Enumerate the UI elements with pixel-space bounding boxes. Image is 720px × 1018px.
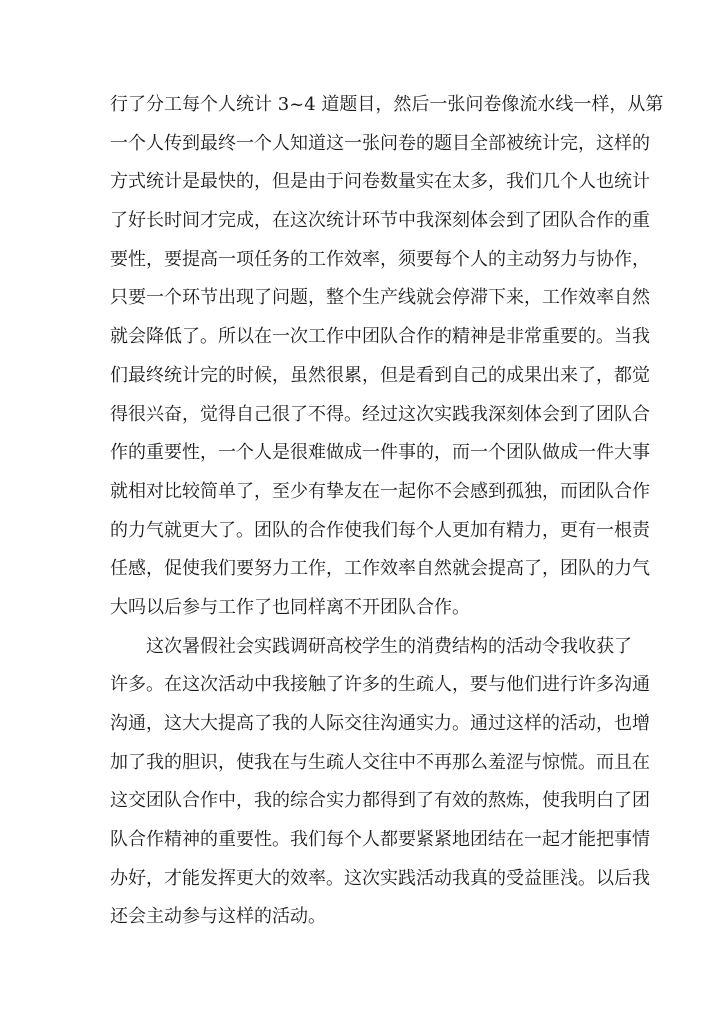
paragraph-2 <box>110 628 650 938</box>
text-line: 大吗以后参与工作了也同样离不开团队合作。 <box>110 596 470 618</box>
text-line: 行了分工每个人统计 3~4 道题目，然后一张问卷像流水线一样，从第 <box>110 94 664 115</box>
text-line: 要性，要提高一项任务的工作效率，须要每个人的主动努力与协作， <box>110 248 650 270</box>
text-line: 只要一个环节出现了问题，整个生产线就会停滞下来，工作效率自然 <box>110 287 650 309</box>
text-line: 办好，才能发挥更大的效率。这次实践活动我真的受益匪浅。以后我 <box>110 867 650 889</box>
text-line: 就会降低了。所以在一次工作中团队合作的精神是非常重要的。当我 <box>110 326 650 348</box>
text-line: 这交团队合作中，我的综合实力都得到了有效的熬炼，使我明白了团 <box>110 790 650 812</box>
text-line: 了好长时间才完成，在这次统计环节中我深刻体会到了团队合作的重 <box>110 210 650 232</box>
text-line: 还会主动参与这样的活动。 <box>110 906 326 928</box>
text-line: 任感，促使我们要努力工作，工作效率自然就会提高了，团队的力气 <box>110 558 650 580</box>
text-line: 作的重要性，一个人是很难做成一件事的，而一个团队做成一件大事 <box>110 442 650 464</box>
text-line: 们最终统计完的时候，虽然很累，但是看到自己的成果出来了，都觉 <box>110 364 650 386</box>
text-line: 得很兴奋，觉得自己很了不得。经过这次实践我深刻体会到了团队合 <box>110 403 650 425</box>
text-line: 这次暑假社会实践调研高校学生的消费结构的活动令我收获了 <box>146 635 632 657</box>
text-line: 方式统计是最快的，但是由于问卷数量实在太多，我们几个人也统计 <box>110 171 650 193</box>
text-line: 就相对比较简单了，至少有挚友在一起你不会感到孤独，而团队合作 <box>110 480 650 502</box>
text-line: 许多。在这次活动中我接触了许多的生疏人，要与他们进行许多沟通 <box>110 674 650 696</box>
text-line: 队合作精神的重要性。我们每个人都要紧紧地团结在一起才能把事情 <box>110 829 650 851</box>
text-line: 加了我的胆识，使我在与生疏人交往中不再那么羞涩与惊慌。而且在 <box>110 751 650 773</box>
text-line: 的力气就更大了。团队的合作使我们每个人更加有精力，更有一根责 <box>110 519 650 541</box>
text-line: 一个人传到最终一个人知道这一张问卷的题目全部被统计完，这样的 <box>110 132 650 154</box>
text-line: 沟通，这大大提高了我的人际交往沟通实力。通过这样的活动，也增 <box>110 713 650 734</box>
paragraph-1 <box>110 86 664 628</box>
body-text <box>110 86 664 937</box>
